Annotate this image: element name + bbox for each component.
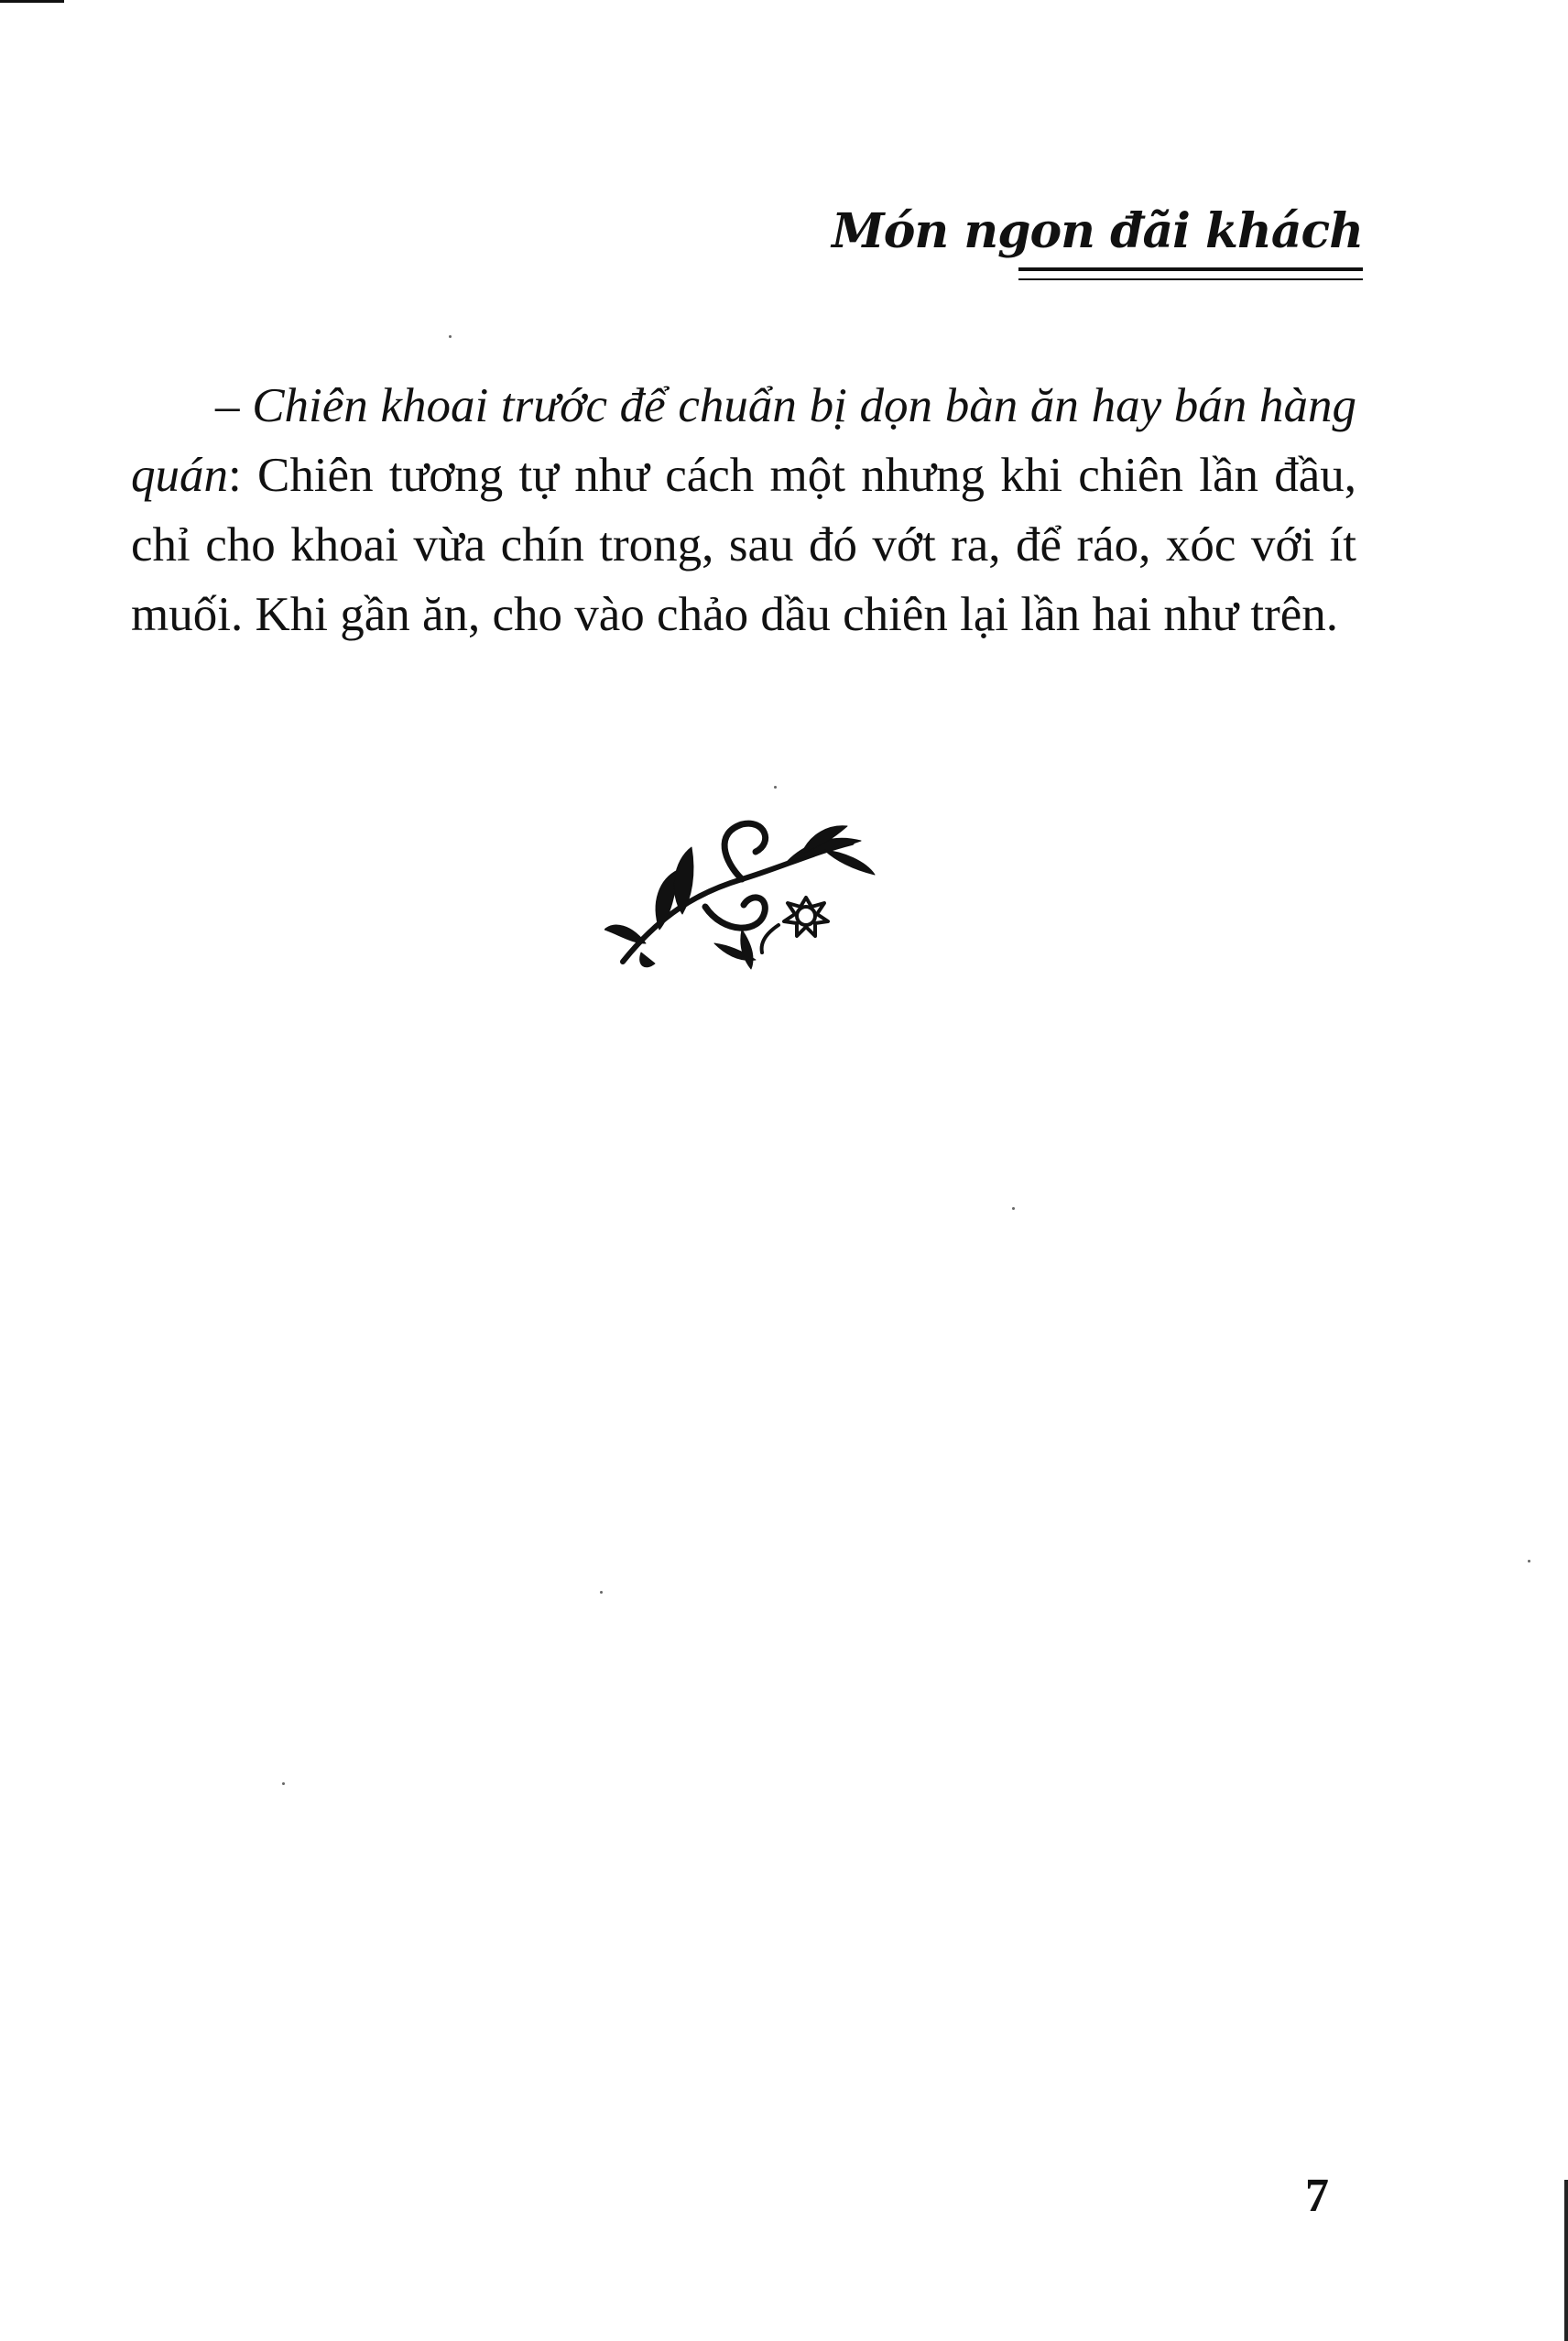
scan-speck: [449, 335, 452, 338]
scan-edge-mark: [1564, 2180, 1568, 2341]
floral-vine-ornament-icon: [604, 806, 879, 971]
scan-speck: [1012, 1207, 1015, 1210]
scan-edge-mark: [0, 0, 64, 3]
running-head-double-rule: [1018, 267, 1363, 280]
scan-speck: [282, 1782, 285, 1785]
scan-speck: [1528, 1560, 1530, 1562]
page-number: 7: [1305, 2170, 1329, 2222]
paragraph-body: : Chiên tương tự như cách một nhưng khi chiên lần đầu, chỉ cho khoai vừa chín trong, sau đó vớt ra, để ráo, xóc với ít muối. Khi gần ăn, cho vào chảo dầu chiên lại lần hai như trên.: [131, 449, 1356, 641]
scan-speck: [774, 786, 777, 789]
body-paragraph: [131, 371, 1356, 649]
running-head: Món ngon đãi khách: [832, 203, 1363, 259]
paragraph-lead-italic: – Chiên khoai trước để chuẩn bị dọn bàn ăn hay bán hàng quán: [131, 379, 1356, 502]
scan-speck: [600, 1591, 603, 1594]
